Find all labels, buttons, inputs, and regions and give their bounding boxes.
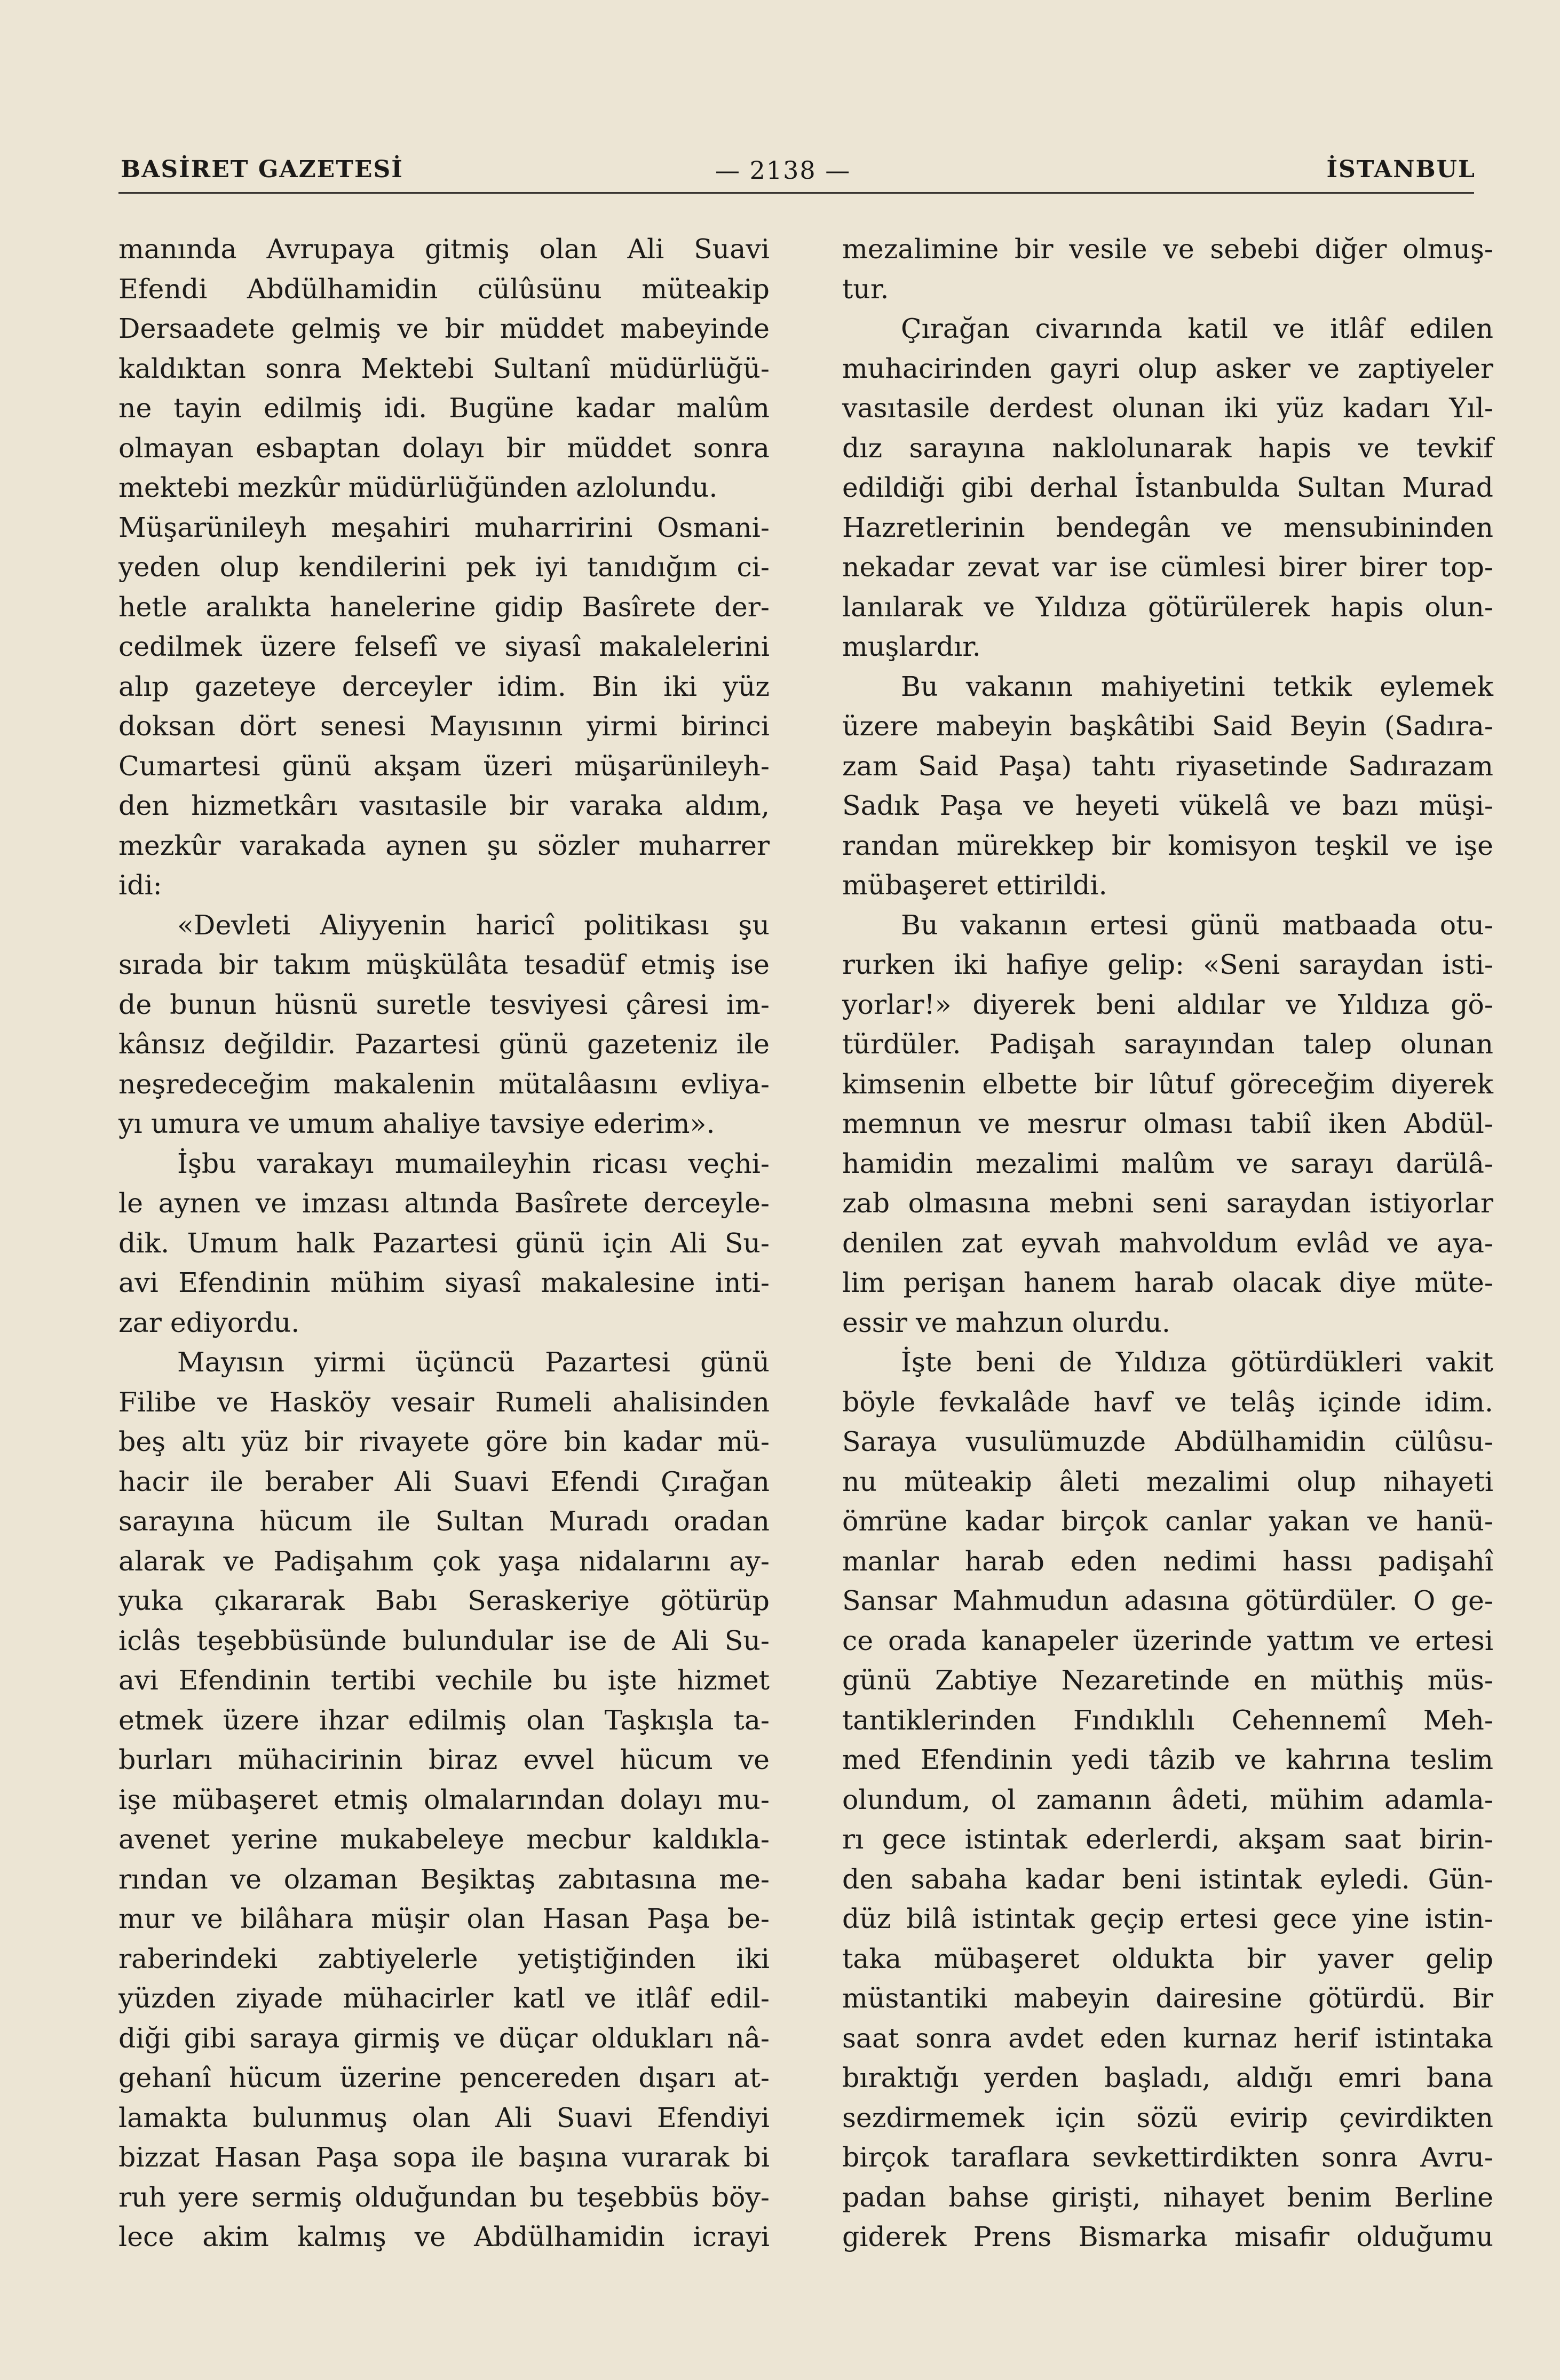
text-line: beş altı yüz bir rivayete göre bin kadar mü-: [118, 1426, 770, 1457]
text-line: kaldıktan sonra Mektebi Sultanî müdürlüğü-: [118, 352, 770, 384]
text-line: Müşarünileyh meşahiri muharririni Osmani-: [118, 511, 770, 543]
text-line: nekadar zevat var ise cümlesi birer birer top-: [842, 551, 1493, 583]
text-line: gehanî hücum üzerine pencereden dışarı at-: [118, 2062, 770, 2093]
text-line: randan mürekkep bir komisyon teşkil ve işe: [842, 829, 1493, 861]
text-line: Sansar Mahmudun adasına götürdüler. O ge-: [842, 1585, 1493, 1616]
text-line: Dersaadete gelmiş ve bir müddet mabeyinde: [118, 313, 770, 344]
text-line: cedilmek üzere felsefî ve siyasî makalelerini: [118, 631, 770, 662]
text-line: tantiklerinden Fındıklılı Cehennemî Meh-: [842, 1704, 1493, 1736]
text-line: yüzden ziyade mühacirler katl ve itlâf edil-: [118, 1982, 770, 2014]
text-line: düz bilâ istintak geçip ertesi gece yine istin-: [842, 1903, 1493, 1934]
text-line: lim perişan hanem harab olacak diye müte-: [842, 1267, 1493, 1298]
text-line: mezkûr varakada aynen şu sözler muharrer: [118, 829, 770, 861]
text-line: zab olmasına mebni seni saraydan istiyorlar: [842, 1187, 1493, 1219]
text-line: rı gece istintak ederlerdi, akşam saat birin-: [842, 1823, 1493, 1855]
text-line: tur.: [842, 273, 889, 305]
text-line: mübaşeret ettirildi.: [842, 869, 1107, 901]
text-line: rından ve olzaman Beşiktaş zabıtasına me-: [118, 1863, 770, 1895]
text-line: mektebi mezkûr müdürlüğünden azlolundu.: [118, 472, 718, 503]
text-line: sırada bir takım müşkülâta tesadüf etmiş ise: [118, 949, 770, 980]
text-line: avi Efendinin mühim siyasî makalesine inti-: [118, 1267, 770, 1298]
text-line: avenet yerine mukabeleye mecbur kaldıkla-: [118, 1823, 770, 1855]
text-line: dız sarayına naklolunarak hapis ve tevkif: [842, 432, 1493, 464]
text-line: böyle fevkalâde havf ve telâş içinde idim.: [842, 1386, 1493, 1418]
text-line: den sabaha kadar beni istintak eyledi. Gün-: [842, 1863, 1493, 1895]
text-line: ömrüne kadar birçok canlar yakan ve hanü-: [842, 1505, 1493, 1537]
text-line: Efendi Abdülhamidin cülûsünu müteakip: [118, 273, 770, 305]
text-line: vasıtasile derdest olunan iki yüz kadarı Yıl-: [842, 392, 1493, 424]
publication-title: BASİRET GAZETESİ: [121, 156, 403, 183]
text-line: İşbu varakayı mumaileyhin ricası veçhi-: [177, 1147, 770, 1179]
text-line: Filibe ve Hasköy vesair Rumeli ahalisinden: [118, 1386, 770, 1418]
text-line: üzere mabeyin başkâtibi Said Beyin (Sadıra-: [842, 710, 1493, 742]
text-line: avi Efendinin tertibi vechile bu işte hizmet: [118, 1664, 770, 1696]
text-line: Mayısın yirmi üçüncü Pazartesi günü: [177, 1346, 770, 1378]
text-line: hetle aralıkta hanelerine gidip Basîrete der-: [118, 591, 770, 623]
page-number: — 2138 —: [715, 156, 851, 185]
text-line: memnun ve mesrur olması tabiî iken Abdül-: [842, 1108, 1493, 1139]
text-line: hamidin mezalimi malûm ve sarayı darülâ-: [842, 1147, 1493, 1179]
text-line: med Efendinin yedi tâzib ve kahrına teslim: [842, 1744, 1493, 1775]
text-line: yı umura ve umum ahaliye tavsiye ederim».: [118, 1108, 715, 1139]
text-line: padan bahse girişti, nihayet benim Berline: [842, 2181, 1493, 2213]
text-line: manlar harab eden nedimi hassı padişahî: [842, 1545, 1493, 1577]
text-line: yeden olup kendilerini pek iyi tanıdığım ci-: [118, 551, 770, 583]
text-line: ce orada kanapeler üzerinde yattım ve ertesi: [842, 1624, 1493, 1656]
text-line: saat sonra avdet eden kurnaz herif istintaka: [842, 2022, 1493, 2054]
text-line: müstantiki mabeyin dairesine götürdü. Bir: [842, 1982, 1493, 2014]
text-line: yuka çıkararak Babı Seraskeriye götürüp: [118, 1585, 770, 1616]
text-line: olundum, ol zamanın âdeti, mühim adamla-: [842, 1783, 1493, 1815]
text-line: den hizmetkârı vasıtasile bir varaka aldım,: [118, 790, 770, 821]
text-line: Cumartesi günü akşam üzeri müşarünileyh-: [118, 750, 770, 782]
text-line: de bunun hüsnü suretle tesviyesi çâresi im-: [118, 988, 770, 1020]
text-line: raberindeki zabtiyelerle yetiştiğinden iki: [118, 1942, 770, 1974]
text-line: rurken iki hafiye gelip: «Seni saraydan isti-: [842, 949, 1493, 980]
text-line: manında Avrupaya gitmiş olan Ali Suavi: [118, 233, 770, 265]
text-line: zam Said Paşa) tahtı riyasetinde Sadırazam: [842, 750, 1493, 782]
text-line: «Devleti Aliyyenin haricî politikası şu: [177, 909, 770, 941]
text-line: Bu vakanın mahiyetini tetkik eylemek: [901, 670, 1493, 702]
text-line: Çırağan civarında katil ve itlâf edilen: [901, 313, 1493, 344]
text-line: Hazretlerinin bendegân ve mensubininden: [842, 511, 1493, 543]
text-line: essir ve mahzun olurdu.: [842, 1306, 1170, 1338]
text-line: bıraktığı yerden başladı, aldığı emri bana: [842, 2062, 1493, 2093]
text-line: muhacirinden gayri olup asker ve zaptiyeler: [842, 352, 1493, 384]
text-line: muşlardır.: [842, 631, 981, 662]
text-line: zar ediyordu.: [118, 1306, 300, 1338]
text-line: hacir ile beraber Ali Suavi Efendi Çırağan: [118, 1465, 770, 1497]
text-line: İşte beni de Yıldıza götürdükleri vakit: [901, 1346, 1493, 1378]
text-line: bizzat Hasan Paşa sopa ile başına vurarak bi: [118, 2141, 770, 2173]
right-text-column: [842, 229, 1493, 2257]
text-line: türdüler. Padişah sarayından talep olunan: [842, 1028, 1493, 1060]
text-line: sarayına hücum ile Sultan Muradı oradan: [118, 1505, 770, 1537]
text-line: ne tayin edilmiş idi. Bugüne kadar malûm: [118, 392, 770, 424]
text-line: burları mühacirinin biraz evvel hücum ve: [118, 1744, 770, 1775]
text-line: lamakta bulunmuş olan Ali Suavi Efendiyi: [118, 2101, 770, 2133]
text-line: lanılarak ve Yıldıza götürülerek hapis olun-: [842, 591, 1493, 623]
text-line: kânsız değildir. Pazartesi günü gazeteniz ile: [118, 1028, 770, 1060]
text-line: yorlar!» diyerek beni aldılar ve Yıldıza gö-: [842, 988, 1493, 1020]
text-line: neşredeceğim makalenin mütalâasını evliya-: [118, 1068, 770, 1100]
text-line: giderek Prens Bismarka misafir olduğumu: [842, 2221, 1493, 2252]
text-line: alarak ve Padişahım çok yaşa nidalarını ay-: [118, 1545, 770, 1577]
page-header: [0, 156, 1560, 188]
text-line: kimsenin elbette bir lûtuf göreceğim diyerek: [842, 1068, 1493, 1100]
text-line: doksan dört senesi Mayısının yirmi birinci: [118, 710, 770, 742]
text-line: Saraya vusulümuzde Abdülhamidin cülûsu-: [842, 1426, 1493, 1457]
text-line: Bu vakanın ertesi günü matbaada otu-: [901, 909, 1493, 941]
text-line: dik. Umum halk Pazartesi günü için Ali Su-: [118, 1227, 770, 1259]
text-line: ruh yere sermiş olduğundan bu teşebbüs böy-: [118, 2181, 770, 2213]
text-line: birçok taraflara sevkettirdikten sonra Avru-: [842, 2141, 1493, 2173]
text-line: edildiği gibi derhal İstanbulda Sultan Murad: [842, 472, 1493, 503]
text-line: olmayan esbaptan dolayı bir müddet sonra: [118, 432, 770, 464]
text-line: mezalimine bir vesile ve sebebi diğer olmuş-: [842, 233, 1493, 265]
text-line: nu müteakip âleti mezalimi olup nihayeti: [842, 1465, 1493, 1497]
location-label: İSTANBUL: [1326, 156, 1476, 183]
text-line: taka mübaşeret oldukta bir yaver gelip: [842, 1942, 1493, 1974]
text-line: le aynen ve imzası altında Basîrete derceyle-: [118, 1187, 770, 1219]
text-line: denilen zat eyvah mahvoldum evlâd ve aya-: [842, 1227, 1493, 1259]
text-line: günü Zabtiye Nezaretinde en müthiş müs-: [842, 1664, 1493, 1696]
text-line: lece akim kalmış ve Abdülhamidin icrayi: [118, 2221, 770, 2252]
text-line: sezdirmemek için sözü evirip çevirdikten: [842, 2101, 1493, 2133]
text-line: Sadık Paşa ve heyeti vükelâ ve bazı müşi-: [842, 790, 1493, 821]
header-rule: [118, 192, 1474, 194]
text-line: mur ve bilâhara müşir olan Hasan Paşa be-: [118, 1903, 770, 1934]
text-line: işe mübaşeret etmiş olmalarından dolayı mu-: [118, 1783, 770, 1815]
text-line: alıp gazeteye derceyler idim. Bin iki yüz: [118, 670, 770, 702]
text-line: diği gibi saraya girmiş ve düçar oldukları nâ-: [118, 2022, 770, 2054]
left-text-column: [118, 229, 770, 2257]
text-line: idi:: [118, 869, 162, 901]
text-line: etmek üzere ihzar edilmiş olan Taşkışla ta-: [118, 1704, 770, 1736]
text-line: iclâs teşebbüsünde bulundular ise de Ali Su-: [118, 1624, 770, 1656]
